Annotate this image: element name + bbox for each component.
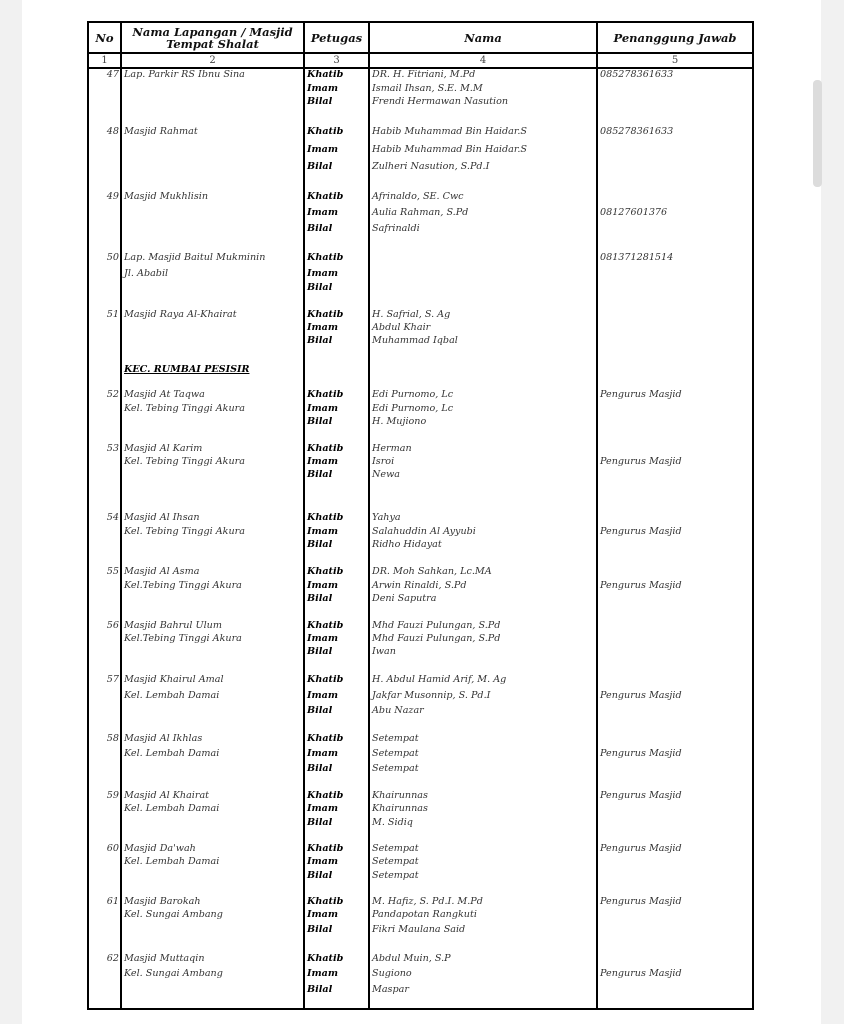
role-label-khatib: Khatib — [307, 309, 344, 320]
penanggung-jawab: Pengurus Masjid — [600, 896, 682, 907]
index-cell: 5 — [671, 55, 679, 66]
penanggung-jawab: Pengurus Masjid — [600, 790, 682, 801]
schedule-table — [87, 21, 754, 1010]
role-label-bilal: Bilal — [307, 469, 333, 480]
place-location: Kel.Tebing Tinggi Akura — [124, 633, 242, 644]
officer-name: Ismail Ihsan, S.E. M.M — [372, 83, 483, 94]
role-label-khatib: Khatib — [307, 512, 344, 523]
role-label-imam: Imam — [307, 633, 339, 644]
role-label-bilal: Bilal — [307, 282, 333, 293]
place-name: Masjid Al Khairat — [124, 790, 210, 801]
role-label-imam: Imam — [307, 268, 339, 279]
officer-name: Abu Nazar — [372, 705, 424, 716]
role-label-bilal: Bilal — [307, 161, 333, 172]
role-label-bilal: Bilal — [307, 817, 333, 828]
penanggung-jawab: 08127601376 — [600, 207, 668, 218]
role-label-khatib: Khatib — [307, 953, 344, 964]
place-name: Masjid Al Ihsan — [124, 512, 200, 523]
role-label-bilal: Bilal — [307, 646, 333, 657]
penanggung-jawab: Pengurus Masjid — [600, 389, 682, 400]
role-label-imam: Imam — [307, 83, 339, 94]
officer-name: H. Mujiono — [372, 416, 427, 427]
role-label-imam: Imam — [307, 144, 339, 155]
header-nama: Nama — [464, 30, 502, 45]
role-label-khatib: Khatib — [307, 443, 344, 454]
role-label-khatib: Khatib — [307, 191, 344, 202]
officer-name: Newa — [372, 469, 401, 480]
place-location: Kel. Sungai Ambang — [124, 968, 223, 979]
officer-name: Arwin Rinaldi, S.Pd — [372, 580, 467, 591]
place-name: Masjid Rahmat — [124, 126, 198, 137]
place-location: Kel. Sungai Ambang — [124, 909, 223, 920]
row-number: 53 — [106, 443, 119, 454]
officer-name: DR. H. Fitriani, M.Pd — [372, 69, 476, 80]
column-divider — [120, 23, 122, 1008]
officer-name: H. Abdul Hamid Arif, M. Ag — [372, 674, 507, 685]
place-location: Kel. Lembah Damai — [124, 803, 220, 814]
officer-name: Ridho Hidayat — [372, 539, 442, 550]
penanggung-jawab: Pengurus Masjid — [600, 526, 682, 537]
place-location: Kel. Tebing Tinggi Akura — [124, 403, 245, 414]
row-number: 51 — [106, 309, 119, 320]
officer-name: Setempat — [372, 843, 419, 854]
row-number: 47 — [106, 69, 119, 80]
officer-name: Mhd Fauzi Pulungan, S.Pd — [372, 620, 501, 631]
officer-name: Setempat — [372, 748, 419, 759]
row-number: 60 — [106, 843, 119, 854]
officer-name: DR. Moh Sahkan, Lc.MA — [372, 566, 492, 577]
place-name: Masjid Barokah — [124, 896, 201, 907]
place-location: Kel. Tebing Tinggi Akura — [124, 526, 245, 537]
role-label-khatib: Khatib — [307, 896, 344, 907]
role-label-imam: Imam — [307, 748, 339, 759]
role-label-khatib: Khatib — [307, 733, 344, 744]
role-label-khatib: Khatib — [307, 69, 344, 80]
place-location: Kel. Lembah Damai — [124, 690, 220, 701]
penanggung-jawab: 085278361633 — [600, 69, 674, 80]
role-label-imam: Imam — [307, 456, 339, 467]
officer-name: Deni Saputra — [372, 593, 437, 604]
role-label-bilal: Bilal — [307, 539, 333, 550]
officer-name: Aulia Rahman, S.Pd — [372, 207, 469, 218]
header-nama-lapangan-line2: Tempat Shalat — [166, 36, 259, 51]
place-location: Kel.Tebing Tinggi Akura — [124, 580, 242, 591]
officer-name: Herman — [372, 443, 412, 454]
place-location: Kel. Tebing Tinggi Akura — [124, 456, 245, 467]
role-label-imam: Imam — [307, 580, 339, 591]
role-label-bilal: Bilal — [307, 96, 333, 107]
officer-name: Sugiono — [372, 968, 412, 979]
role-label-khatib: Khatib — [307, 674, 344, 685]
officer-name: Habib Muhammad Bin Haidar.S — [372, 144, 528, 155]
role-label-imam: Imam — [307, 322, 339, 333]
column-divider — [303, 23, 305, 1008]
officer-name: Isroi — [372, 456, 395, 467]
row-number: 49 — [106, 191, 119, 202]
role-label-imam: Imam — [307, 207, 339, 218]
place-name: Lap. Parkir RS Ibnu Sina — [124, 69, 245, 80]
officer-name: Mhd Fauzi Pulungan, S.Pd — [372, 633, 501, 644]
place-name: Masjid Al Karim — [124, 443, 203, 454]
role-label-khatib: Khatib — [307, 389, 344, 400]
role-label-imam: Imam — [307, 856, 339, 867]
row-number: 58 — [106, 733, 119, 744]
officer-name: M. Hafiz, S. Pd.I. M.Pd — [372, 896, 483, 907]
row-number: 48 — [106, 126, 119, 137]
officer-name: Safrinaldi — [372, 223, 420, 234]
role-label-khatib: Khatib — [307, 566, 344, 577]
role-label-khatib: Khatib — [307, 126, 344, 137]
role-label-bilal: Bilal — [307, 984, 333, 995]
penanggung-jawab: Pengurus Masjid — [600, 456, 682, 467]
place-location: Kel. Lembah Damai — [124, 748, 220, 759]
header-no: No — [95, 30, 114, 45]
row-number: 61 — [106, 896, 119, 907]
index-cell: 3 — [333, 55, 340, 66]
officer-name: Setempat — [372, 856, 419, 867]
officer-name: Afrinaldo, SE. Cwc — [372, 191, 464, 202]
header-nama-lapangan — [122, 23, 303, 52]
index-cell: 4 — [479, 55, 487, 66]
role-label-imam: Imam — [307, 909, 339, 920]
row-number: 59 — [106, 790, 119, 801]
place-name: Masjid Raya Al-Khairat — [124, 309, 237, 320]
row-number: 52 — [106, 389, 119, 400]
scrollbar-thumb[interactable] — [813, 80, 822, 187]
role-label-khatib: Khatib — [307, 252, 344, 263]
officer-name: Edi Purnomo, Lc — [372, 403, 454, 414]
officer-name: Abdul Muin, S.P — [372, 953, 451, 964]
penanggung-jawab: Pengurus Masjid — [600, 968, 682, 979]
officer-name: Abdul Khair — [372, 322, 431, 333]
place-name: Masjid At Taqwa — [124, 389, 205, 400]
place-name: Lap. Masjid Baitul Mukminin — [124, 252, 266, 263]
role-label-imam: Imam — [307, 690, 339, 701]
officer-name: Frendi Hermawan Nasution — [372, 96, 509, 107]
officer-name: M. Sidiq — [372, 817, 413, 828]
row-number: 54 — [106, 512, 119, 523]
role-label-imam: Imam — [307, 526, 339, 537]
place-name: Masjid Khairul Amal — [124, 674, 224, 685]
role-label-bilal: Bilal — [307, 763, 333, 774]
row-number: 57 — [106, 674, 119, 685]
place-location: Jl. Ababil — [124, 268, 169, 279]
penanggung-jawab: Pengurus Masjid — [600, 690, 682, 701]
role-label-imam: Imam — [307, 968, 339, 979]
officer-name: Khairunnas — [372, 803, 428, 814]
header-nama-lapangan-line1: Nama Lapangan / Masjid — [132, 24, 293, 39]
officer-name: Edi Purnomo, Lc — [372, 389, 454, 400]
officer-name: Setempat — [372, 870, 419, 881]
place-name: Masjid Bahrul Ulum — [124, 620, 222, 631]
role-label-bilal: Bilal — [307, 593, 333, 604]
row-number: 62 — [106, 953, 119, 964]
index-cell: 2 — [209, 55, 216, 66]
officer-name: Habib Muhammad Bin Haidar.S — [372, 126, 528, 137]
role-label-khatib: Khatib — [307, 790, 344, 801]
place-name: Masjid Da'wah — [124, 843, 196, 854]
place-location: Kel. Lembah Damai — [124, 856, 220, 867]
section-heading-kecamatan: KEC. RUMBAI PESISIR — [124, 364, 250, 375]
role-label-bilal: Bilal — [307, 416, 333, 427]
role-label-imam: Imam — [307, 803, 339, 814]
place-name: Masjid Al Asma — [124, 566, 200, 577]
penanggung-jawab: Pengurus Masjid — [600, 748, 682, 759]
index-cell: 1 — [101, 55, 108, 66]
role-label-khatib: Khatib — [307, 620, 344, 631]
officer-name: Setempat — [372, 733, 419, 744]
header-divider — [89, 52, 752, 54]
role-label-bilal: Bilal — [307, 223, 333, 234]
role-label-khatib: Khatib — [307, 843, 344, 854]
officer-name: Khairunnas — [372, 790, 428, 801]
penanggung-jawab: 085278361633 — [600, 126, 674, 137]
penanggung-jawab: 081371281514 — [600, 252, 674, 263]
row-number: 56 — [106, 620, 119, 631]
officer-name: Fikri Maulana Said — [372, 924, 466, 935]
officer-name: Zulheri Nasution, S.Pd.I — [372, 161, 490, 172]
header-penanggung-jawab: Penanggung Jawab — [613, 30, 737, 45]
scrollbar-track[interactable] — [821, 0, 844, 1024]
officer-name: Jakfar Musonnip, S. Pd.I — [372, 690, 491, 701]
role-label-bilal: Bilal — [307, 924, 333, 935]
column-divider — [596, 23, 598, 1008]
row-number: 50 — [106, 252, 119, 263]
officer-name: H. Safrial, S. Ag — [372, 309, 451, 320]
place-name: Masjid Muttaqin — [124, 953, 205, 964]
role-label-bilal: Bilal — [307, 870, 333, 881]
penanggung-jawab: Pengurus Masjid — [600, 580, 682, 591]
row-number: 55 — [106, 566, 119, 577]
officer-name: Maspar — [372, 984, 409, 995]
officer-name: Setempat — [372, 763, 419, 774]
role-label-imam: Imam — [307, 403, 339, 414]
penanggung-jawab: Pengurus Masjid — [600, 843, 682, 854]
officer-name: Muhammad Iqbal — [372, 335, 458, 346]
place-name: Masjid Al Ikhlas — [124, 733, 203, 744]
place-name: Masjid Mukhlisin — [124, 191, 209, 202]
role-label-bilal: Bilal — [307, 705, 333, 716]
officer-name: Pandapotan Rangkuti — [372, 909, 477, 920]
officer-name: Yahya — [372, 512, 401, 523]
officer-name: Iwan — [372, 646, 396, 657]
column-divider — [368, 23, 370, 1008]
header-petugas: Petugas — [310, 30, 363, 45]
officer-name: Salahuddin Al Ayyubi — [372, 526, 476, 537]
role-label-bilal: Bilal — [307, 335, 333, 346]
